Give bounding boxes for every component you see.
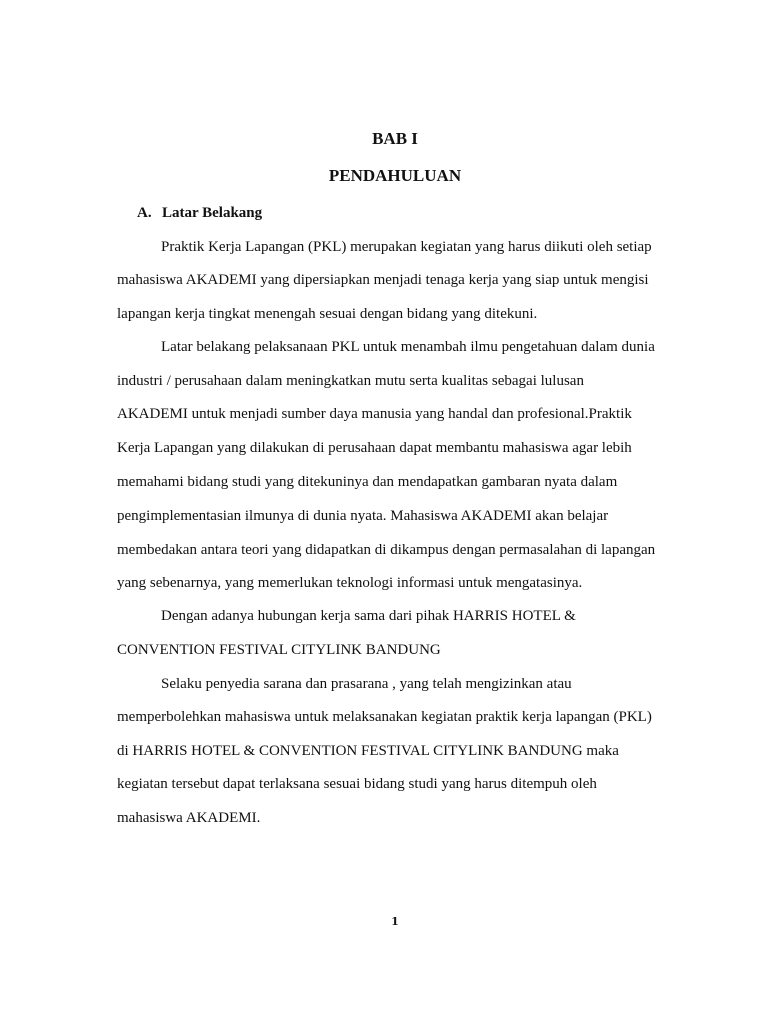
paragraph-line: yang sebenarnya, yang memerlukan teknologi informasi untuk mengatasinya.	[117, 575, 583, 591]
paragraph-line: membedakan antara teori yang didapatkan di dikampus dengan permasalahan di lapangan	[117, 542, 656, 558]
paragraph-line: AKADEMI untuk menjadi sumber daya manusia yang handal dan profesional.Praktik	[117, 406, 632, 422]
section-title: Latar Belakang	[162, 205, 263, 221]
paragraph-line: industri / perusahaan dalam meningkatkan mutu serta kualitas sebagai lulusan	[117, 373, 584, 389]
paragraph-line: Dengan adanya hubungan kerja sama dari pihak HARRIS HOTEL &	[161, 608, 576, 624]
paragraph-line: Kerja Lapangan yang dilakukan di perusahaan dapat membantu mahasiswa agar lebih	[117, 440, 632, 456]
paragraph-line: CONVENTION FESTIVAL CITYLINK BANDUNG	[117, 642, 441, 658]
section-number: A.	[137, 205, 152, 221]
paragraph-line: lapangan kerja tingkat menengah sesuai dengan bidang yang ditekuni.	[117, 306, 538, 322]
paragraph-line: kegiatan tersebut dapat terlaksana sesuai bidang studi yang harus ditempuh oleh	[117, 776, 597, 792]
paragraph-line: mahasiswa AKADEMI yang dipersiapkan menjadi tenaga kerja yang siap untuk mengisi	[117, 272, 649, 288]
paragraph-line: memahami bidang studi yang ditekuninya dan mendapatkan gambaran nyata dalam	[117, 474, 618, 490]
paragraph-line: mahasiswa AKADEMI.	[117, 810, 261, 826]
chapter-heading: BAB I	[372, 129, 418, 148]
paragraph-line: memperbolehkan mahasiswa untuk melaksanakan kegiatan praktik kerja lapangan (PKL)	[117, 709, 652, 725]
paragraph-line: Latar belakang pelaksanaan PKL untuk menambah ilmu pengetahuan dalam dunia	[161, 339, 655, 355]
paragraph-line: di HARRIS HOTEL & CONVENTION FESTIVAL CITYLINK BANDUNG maka	[117, 743, 619, 759]
chapter-title: PENDAHULUAN	[328, 166, 462, 185]
paragraph-line: pengimplementasian ilmunya di dunia nyata. Mahasiswa AKADEMI akan belajar	[117, 508, 609, 524]
paragraph-line: Praktik Kerja Lapangan (PKL) merupakan kegiatan yang harus diikuti oleh setiap	[161, 239, 652, 255]
page-number: 1	[391, 915, 399, 928]
paragraph-line: Selaku penyedia sarana dan prasarana , yang telah mengizinkan atau	[161, 676, 572, 692]
section-heading	[137, 205, 262, 222]
